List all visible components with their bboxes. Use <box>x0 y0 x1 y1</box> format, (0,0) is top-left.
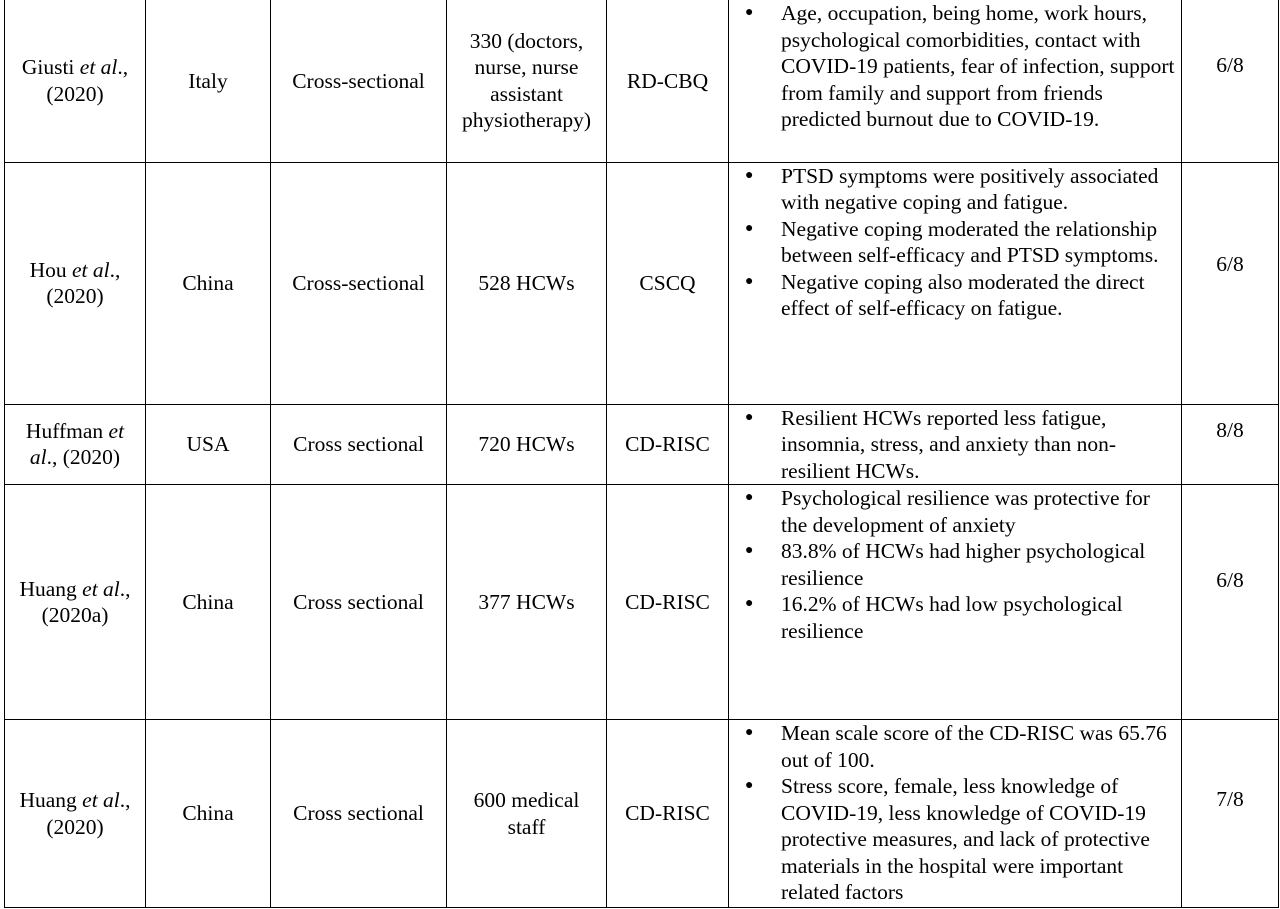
list-item <box>739 216 1175 269</box>
findings-list <box>739 405 1175 485</box>
design-cell: Cross sectional <box>271 485 447 720</box>
table-row <box>5 404 1279 485</box>
quality-score: 6/8 <box>1216 568 1244 592</box>
author-year: ., (2020) <box>46 788 131 839</box>
finding-text: 83.8% of HCWs had higher psychological resilience <box>781 539 1146 590</box>
measure-cell: CSCQ <box>607 162 729 404</box>
bullet-icon: ● <box>745 409 754 425</box>
finding-text: Psychological resilience was protective for the development of anxiety <box>781 486 1150 537</box>
finding-text: Resilient HCWs reported less fatigue, insomnia, stress, and anxiety than non-resilient HCWs. <box>781 405 1116 483</box>
findings-cell <box>729 404 1182 485</box>
author-cell <box>5 485 146 720</box>
findings-list <box>739 720 1175 906</box>
finding-text: Negative coping also moderated the direct effect of self-efficacy on fatigue. <box>781 269 1145 320</box>
finding-text: Negative coping moderated the relationship between self-efficacy and PTSD symptoms. <box>781 216 1159 267</box>
finding-text: Mean scale score of the CD-RISC was 65.76 out of 100. <box>781 721 1167 772</box>
author-cell <box>5 0 146 162</box>
author-name: Huang <box>19 576 77 601</box>
design-cell: Cross-sectional <box>271 162 447 404</box>
country-cell: China <box>146 162 271 404</box>
list-item <box>739 0 1175 133</box>
list-item <box>739 773 1175 906</box>
country-cell: China <box>146 720 271 908</box>
list-item <box>739 485 1175 538</box>
author-etal: et al <box>29 418 125 470</box>
country-cell: China <box>146 485 271 720</box>
finding-text: 16.2% of HCWs had low psychological resilience <box>781 592 1123 643</box>
findings-cell <box>729 720 1182 908</box>
findings-cell <box>729 485 1182 720</box>
finding-text: Stress score, female, less knowledge of COVID-19, less knowledge of COVID-19 protective measures, and lack of protective materials in the hospital were important related factors <box>781 774 1150 904</box>
design-cell: Cross sectional <box>271 720 447 908</box>
bullet-icon: ● <box>745 490 754 505</box>
list-item <box>739 163 1175 216</box>
author-etal: et al <box>79 55 118 80</box>
bullet-icon: ● <box>745 778 754 793</box>
bullet-icon: ● <box>745 596 754 611</box>
author-cell <box>5 720 146 908</box>
list-item <box>739 269 1175 322</box>
author-name: Huang <box>19 788 77 812</box>
bullet-icon: ● <box>745 167 754 183</box>
table-row <box>5 485 1279 720</box>
quality-score-cell <box>1182 0 1279 162</box>
author-cell <box>5 162 146 404</box>
quality-score-cell <box>1182 162 1279 404</box>
author-etal: et al <box>82 788 120 812</box>
bullet-icon: ● <box>745 543 754 558</box>
sample-cell: 528 HCWs <box>447 162 607 404</box>
bullet-icon: ● <box>745 220 754 236</box>
sample-cell: 377 HCWs <box>447 485 607 720</box>
table-row <box>5 0 1279 162</box>
findings-cell <box>729 162 1182 404</box>
quality-score: 7/8 <box>1216 787 1244 811</box>
finding-text: Age, occupation, being home, work hours, psychological comorbidities, contact with COVID-19 patients, fear of infection, support from family and support from friends predicted burnout due to COVID-19. <box>781 1 1175 131</box>
author-etal: et al <box>82 576 120 601</box>
author-year: ., (2020) <box>46 55 129 106</box>
measure-cell: CD-RISC <box>607 720 729 908</box>
bullet-icon: ● <box>745 273 754 289</box>
findings-list <box>739 0 1175 133</box>
measure-cell: RD-CBQ <box>607 0 729 162</box>
author-name: Giusti <box>21 55 75 80</box>
quality-score-cell <box>1182 485 1279 720</box>
table-body <box>5 0 1279 908</box>
studies-table <box>4 0 1279 908</box>
table-row <box>5 720 1279 908</box>
bullet-icon: ● <box>745 725 754 740</box>
author-name: Huffman <box>25 418 104 443</box>
country-cell: Italy <box>146 0 271 162</box>
sample-cell: 330 (doctors, nurse, nurse assistant physiotherapy) <box>447 0 607 162</box>
sample-cell: 720 HCWs <box>447 404 607 485</box>
design-cell: Cross sectional <box>271 404 447 485</box>
author-etal: et al <box>72 257 110 282</box>
measure-cell: CD-RISC <box>607 485 729 720</box>
author-name: Hou <box>29 257 67 282</box>
list-item <box>739 405 1175 485</box>
findings-cell <box>729 0 1182 162</box>
country-cell: USA <box>146 404 271 485</box>
list-item <box>739 591 1175 644</box>
quality-score: 6/8 <box>1216 251 1244 276</box>
measure-cell: CD-RISC <box>607 404 729 485</box>
bullet-icon: ● <box>745 5 754 20</box>
quality-score-cell <box>1182 720 1279 908</box>
author-year: ., (2020) <box>46 445 121 470</box>
table-row <box>5 162 1279 404</box>
findings-list <box>739 485 1175 644</box>
author-cell <box>5 404 146 485</box>
quality-score: 8/8 <box>1216 417 1244 442</box>
findings-list <box>739 163 1175 322</box>
finding-text: PTSD symptoms were positively associated with negative coping and fatigue. <box>781 163 1159 214</box>
sample-cell: 600 medical staff <box>447 720 607 908</box>
list-item <box>739 538 1175 591</box>
author-year: ., (2020a) <box>41 576 131 627</box>
quality-score: 6/8 <box>1216 53 1244 77</box>
author-year: ., (2020) <box>46 257 121 308</box>
design-cell: Cross-sectional <box>271 0 447 162</box>
quality-score-cell <box>1182 404 1279 485</box>
list-item <box>739 720 1175 773</box>
